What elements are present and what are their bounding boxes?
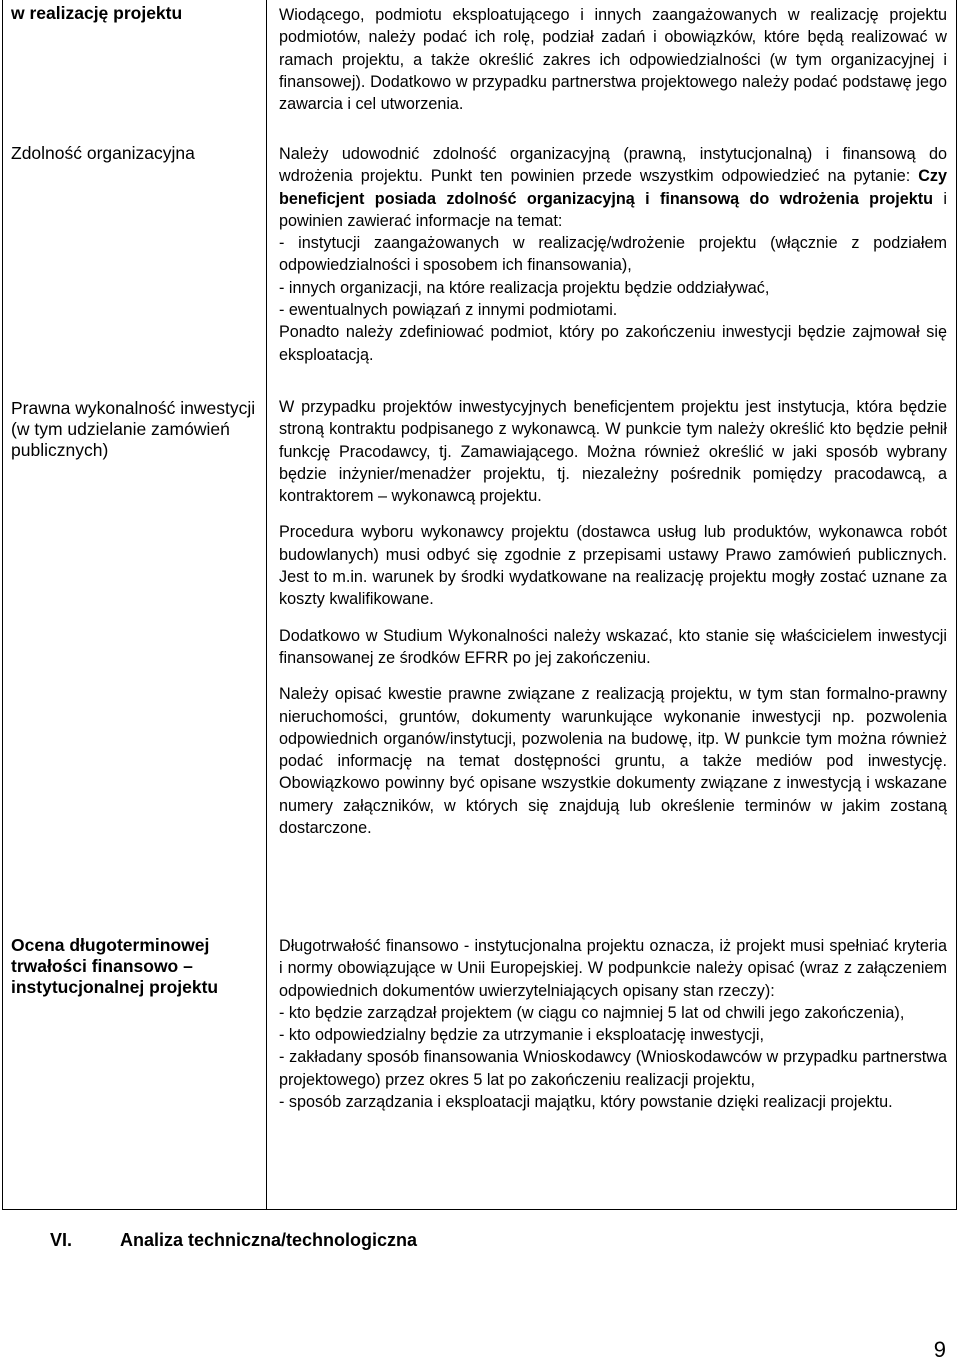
list-item: - innych organizacji, na które realizacja projektu będzie oddziaływać, [279,278,770,297]
list-item: - zakładany sposób finansowania Wnioskodawcy (Wnioskodawców w przypadku partnerstwa projektowego) przez okres 5 lat po zakończeniu realizacji projektu, [279,1048,947,1089]
list-item: - kto będzie zarządzał projektem (w ciągu co najmniej 5 lat od chwili jego zakończenia), [279,1003,905,1022]
content-table [2,0,957,1210]
bold-question: Czy beneficjent posiada zdolność organizacyjną i finansową do wdrożenia projektu [279,167,947,208]
row-text-sustainability [279,935,947,1113]
row-label-realization: w realizację projektu [11,3,183,23]
row-label-legal-feasibility: Prawna wykonalność inwestycji (w tym udzielanie zamówień publicznych) [11,398,256,460]
section-heading [50,1230,418,1251]
list-item: - ewentualnych powiązań z innymi podmiotami. [279,301,618,320]
row-text-organizational-capacity [279,143,947,366]
section-title: Analiza techniczna/technologiczna [120,1230,418,1250]
row-label-organizational-capacity: Zdolność organizacyjna [11,143,195,163]
page-number: 9 [933,1337,946,1362]
paragraph: Należy opisać kwestie prawne związane z realizacją projektu, w tym stan formalno-prawny nieruchomości, gruntów, dokumenty warunkujące wykonanie inwestycji np. pozwolenia odpowiednich organów/instytucji, pozwolenia na budowę, itp. W punkcie tym można również podać informację na temat dostępności gruntu, a także mediów pod inwestycję. Obowiązkowo powinny być opisane wszystkie dokumenty związane z inwestycją i wskazane numery załączników, w których się znajdują lub określenie terminów w jakim zostaną dostarczone. [279,685,947,838]
paragraph: Długotrwałość finansowo - instytucjonalna projektu oznacza, iż projekt musi spełniać kryteria i normy obowiązujące w Unii Europejskiej. W podpunkcie należy opisać (wraz z załączeniem odpowiednich dokumentów uwierzytelniających opisany stan rzeczy): [279,937,947,1000]
row-text-realization [279,4,947,115]
paragraph: Wiodącego, podmiotu eksploatującego i innych zaangażowanych w realizację projektu podmiotów, należy podać ich rolę, podział zadań i obowiązków, które będą realizować w ramach projektu, a także określić zakres ich odpowiedzialności (w tym organizacyjnej i finansowej). Dodatkowo w przypadku partnerstwa projektowego należy podać podstawę jego zawarcia i cel utworzenia. [279,6,947,114]
list-item: - sposób zarządzania i eksploatacji majątku, który powstanie dzięki realizacji projektu. [279,1093,893,1112]
row-label-sustainability: Ocena długoterminowej trwałości finansowo – instytucjonalnej projektu [11,935,219,997]
row-text-legal-feasibility [279,396,947,839]
paragraph: W przypadku projektów inwestycyjnych beneficjentem projektu jest instytucja, która będzie stroną kontraktu podpisanego z wykonawcą. W punkcie tym należy określić kto będzie pełnił funkcję Pracodawcy, tj. Zamawiającego. Można również określić w jaki sposób wybrany będzie inżynier/menadżer projektu, tj. niezależny pośrednik pomiędzy pracodawcą, a kontraktorem – wykonawcą projektu. [279,398,947,506]
list-item: - instytucji zaangażowanych w realizację/wdrożenie projektu (włącznie z podziałem odpowiedzialności i sposobem ich finansowania), [279,234,947,275]
paragraph: Dodatkowo w Studium Wykonalności należy wskazać, kto stanie się właścicielem inwestycji finansowanej ze środków EFRR po jej zakończeniu. [279,626,947,667]
section-number: VI. [50,1230,73,1250]
paragraph: Należy udowodnić zdolność organizacyjną (prawną, instytucjonalną) i finansową do wdrożenia projektu. Punkt ten powinien przede wszystkim odpowiedzieć na pytanie: Czy beneficjent posiada zdolność organizacyjną i finansową do wdrożenia projektu i powinien zawierać informacje na temat: [279,145,948,230]
column-divider [266,0,267,1210]
list-item: - kto odpowiedzialny będzie za utrzymanie i eksploatację inwestycji, [279,1026,764,1045]
paragraph: Ponadto należy zdefiniować podmiot, który po zakończeniu inwestycji będzie zajmował się eksploatacją. [279,323,947,364]
paragraph: Procedura wyboru wykonawcy projektu (dostawca usług lub produktów, wykonawca robót budowlanych) musi odbyć się zgodnie z przepisami ustawy Prawo zamówień publicznych. Jest to m.in. warunek by środki wydatkowane na realizację projektu mogły zostać uznane za koszty kwalifikowane. [279,523,947,609]
